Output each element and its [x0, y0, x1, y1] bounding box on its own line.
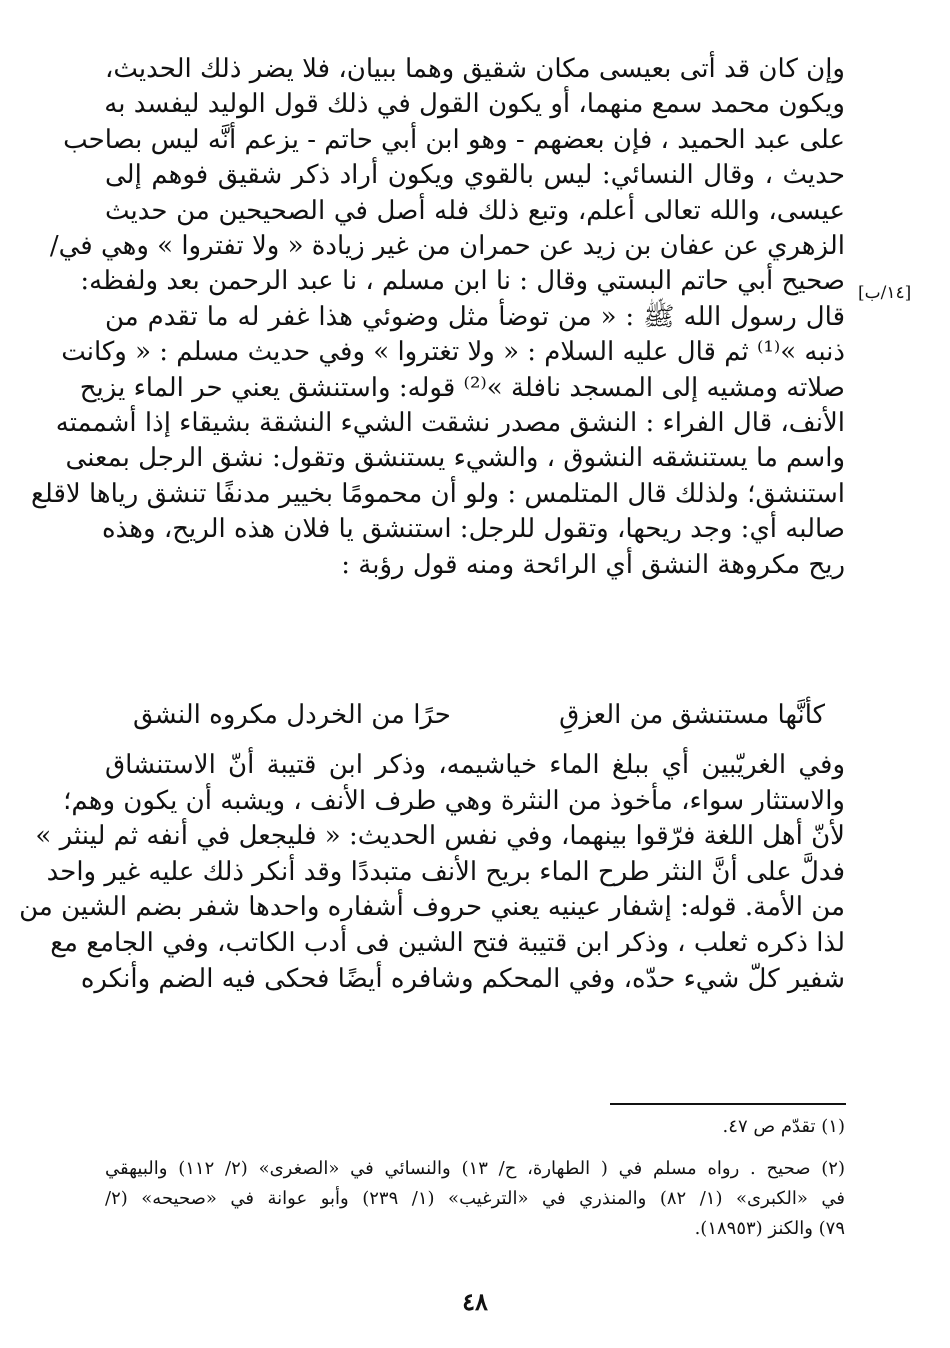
text-line: لذا ذكره ثعلب ، وذكر ابن قتيبة فتح الشين فى أدب الكاتب، وفي الجامع مع — [50, 927, 845, 958]
main-text-block-continued — [19, 748, 845, 997]
text-line: ذنبه »⁽¹⁾ ثم قال عليه السلام : « ولا تغتروا » وفي حديث مسلم : « وكانت — [61, 337, 845, 368]
main-text-block — [31, 52, 845, 583]
text-line: واسم ما يستنشقه النشوق ، والشيء يستنشق وتقول: نشق الرجل بمعنى — [65, 443, 845, 474]
text-line: شفير كلّ شيء حدّه، وفي المحكم وشافره أيضًا فحكى فيه الضم وأنكره — [80, 963, 845, 994]
text-line: ويكون محمد سمع منهما، أو يكون القول في ذلك قول الوليد ليفسد به — [104, 89, 845, 120]
footnote-2 — [105, 1154, 845, 1244]
text-line: الزهري عن عفان بن زيد عن حمران من غير زيادة « ولا تفتروا » وهي في/ — [49, 231, 845, 262]
footnote-line: (٢) صحيح . رواه مسلم في ( الطهارة، ح/ ١٣) والنسائي في «الصغرى» (٢/ ١١٢) والبيهقي — [105, 1158, 845, 1179]
text-line: استنشق؛ ولذلك قال المتلمس : ولو أن محمومًا بخيير مدنفًا تنشق رياها لاقلع — [31, 478, 845, 509]
verse-second-hemistich: حرًا من الخردل مكروه النشق — [133, 700, 451, 730]
footnote-1: (١) تقدّم ص ٤٧. — [722, 1116, 845, 1137]
footnote-separator — [610, 1103, 846, 1105]
text-line: ريح مكروهة النشق أي الرائحة ومنه قول رؤبة : — [341, 549, 845, 580]
text-line: من الأمة. قوله: إشفار عينيه يعني حروف أشفاره واحدها شفر بضم الشين من — [19, 892, 845, 923]
text-line: الأنف، قال الفراء : النشق مصدر نشقت الشيء النشقة بشيقاء إذا أشممته — [55, 408, 845, 439]
footnote-line: ٧٩) والكنز (١٨٩٥٣). — [694, 1218, 845, 1239]
poetry-verse — [105, 700, 845, 740]
text-line: قال رسول الله ﷺ : « من توضأ مثل وضوئي هذا غفر له ما تقدم من — [105, 301, 845, 332]
text-line: عيسى، والله تعالى أعلم، وتبع ذلك فله أصل في الصحيحين من حديث — [105, 195, 845, 226]
page-number: ٤٨ — [462, 1287, 488, 1316]
text-line: على عبد الحميد ، فإن بعضهم - وهو ابن أبي حاتم - يزعم أنَّه ليس بصاحب — [63, 124, 845, 155]
footnotes — [105, 1112, 845, 1244]
verse-first-hemistich: كأنَّها مستنشق من العزقِ — [559, 700, 825, 730]
text-line: وإن كان قد أتى بعيسى مكان شقيق وهما ببيان، فلا يضر ذلك الحديث، — [105, 54, 845, 84]
text-line: صحيح أبي حاتم البستي وقال : نا ابن مسلم ، نا عبد الرحمن بعد ولفظه: — [80, 266, 845, 297]
text-line: صلاته ومشيه إلى المسجد نافلة »⁽²⁾ قوله: واستنشق يعني حر الماء يزيح — [79, 372, 845, 403]
margin-folio-note: [١٤/ب] — [858, 283, 912, 303]
text-line: صالبه أي: وجد ريحها، وتقول للرجل: استنشق يا فلان هذه الريح، وهذه — [102, 514, 845, 545]
text-line: والاستثار سواء، مأخوذ من النثرة وهي طرف الأنف ، ويشبه أن يكون وهم؛ — [63, 785, 845, 816]
text-line: حديث ، وقال النسائي: ليس بالقوي ويكون أراد ذكر شقيق فوهم إلى — [105, 160, 845, 191]
text-line: لأنّ أهل اللغة فرّقوا بينهما، وفي نفس الحديث: « فليجعل في أنفه ثم لينثر » — [35, 821, 845, 852]
text-line: فدلَّ على أنَّ النثر طرح الماء بريح الأنف متبددًا وقد أنكر ذلك عليه غير واحد — [46, 856, 845, 887]
footnote-line: في «الكبرى» (١/ ٨٢) والمنذري في «الترغيب» (١/ ٢٣٩) وأبو عوانة في «صحيحه» (٢/ — [105, 1188, 845, 1209]
text-line: وفي الغريّبين أي ببلغ الماء خياشيمه، وذكر ابن قتيبة أنّ الاستنشاق — [105, 750, 845, 780]
